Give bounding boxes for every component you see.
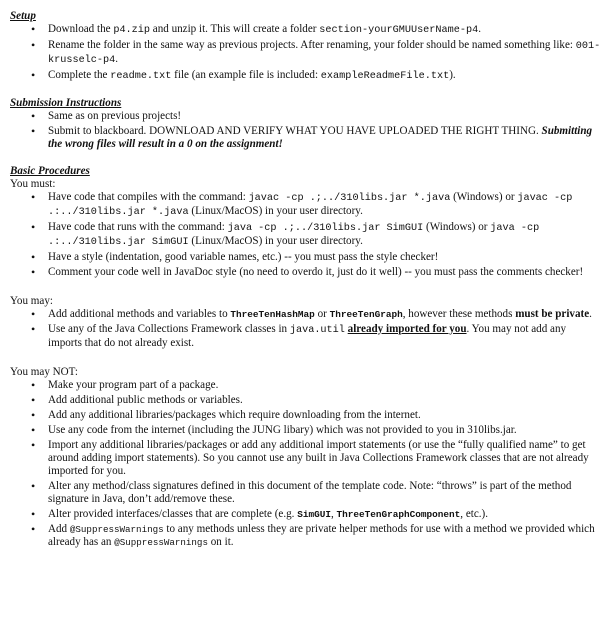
setup-heading: Setup (10, 10, 36, 22)
item-text: Add any additional libraries/packages which require downloading from the internet. (48, 409, 421, 421)
you-may-label: You may: (10, 295, 53, 307)
you-may-not-label: You may NOT: (10, 366, 78, 378)
item-text: Have code that runs with the command: (48, 221, 228, 233)
list-item (31, 423, 601, 437)
item-text: ). (449, 69, 456, 81)
item-text: or (314, 308, 330, 320)
item-text: to any methods unless they are private helper methods for use with a method we provided which already has an (48, 523, 595, 548)
list-item (31, 68, 601, 83)
setup-section (10, 10, 601, 83)
inline-code: SimGUI (297, 509, 331, 520)
item-text: Use any code from the internet (including the JUNG libary) which was not provided to you in 310libs.jar. (48, 424, 517, 436)
bullet-icon: • (31, 522, 36, 536)
emphasis-text: Submitting the wrong files will result in a 0 on the assignment! (48, 125, 593, 150)
inline-code: 001-krusselc-p4 (48, 41, 601, 66)
item-text: Add additional methods and variables to (48, 308, 231, 320)
inline-code: javac -cp .;../310libs.jar *.java (248, 193, 451, 204)
inline-code: java -cp .;../310libs.jar SimGUI (227, 223, 424, 234)
submission-section (10, 97, 601, 151)
inline-code: javac -cp .:../310libs.jar *.java (48, 193, 573, 218)
bullet-icon: • (31, 250, 36, 264)
inline-code: ThreeTenGraph (329, 309, 403, 320)
item-text: . (589, 308, 592, 320)
item-text: Add (48, 523, 70, 535)
item-text: Have a style (indentation, good variable names, etc.) -- you must pass the style checker! (48, 251, 439, 263)
item-text: , (330, 508, 337, 520)
bullet-icon: • (31, 393, 36, 407)
item-text: Complete the (48, 69, 111, 81)
list-item (31, 190, 601, 219)
item-text: and unzip it. This will create a folder (150, 23, 320, 35)
item-text: Use any of the Java Collections Framework classes in (48, 323, 290, 335)
item-text: . You may not add any imports that do not already exist. (48, 323, 567, 349)
inline-code: section-yourGMUUserName-p4 (319, 25, 479, 36)
list-item (31, 220, 601, 249)
bullet-icon: • (31, 378, 36, 392)
item-text: Add additional public methods or variables. (48, 394, 243, 406)
emphasis-text: must be private (515, 308, 590, 320)
bullet-icon: • (31, 190, 36, 204)
you-must-label: You must: (10, 178, 56, 190)
item-text: Alter any method/class signatures defined in this document of the template code. Note: “throws” is part of the method signature in Java, don’t add/remove these. (48, 480, 572, 505)
list-item (31, 38, 601, 67)
item-text: (Windows) or (423, 221, 491, 233)
list-item (31, 250, 601, 264)
item-text: file (an example file is included: (171, 69, 321, 81)
bullet-icon: • (31, 265, 36, 279)
item-text: Rename the folder in the same way as previous projects. After renaming, your folder should be named something like: (48, 39, 576, 51)
list-item (31, 438, 601, 478)
list-item (31, 479, 601, 506)
inline-code: ThreeTenHashMap (230, 309, 315, 320)
item-text: (Linux/MacOS) in your user directory. (188, 205, 363, 217)
bullet-icon: • (31, 38, 36, 52)
list-item (31, 378, 601, 392)
you-must-list (10, 191, 601, 279)
inline-code: @SuppressWarnings (114, 537, 208, 548)
bullet-icon: • (31, 220, 36, 234)
item-text: Have code that compiles with the command: (48, 191, 249, 203)
bullet-icon: • (31, 307, 36, 321)
list-item (31, 265, 601, 279)
submission-list (10, 110, 601, 151)
submission-heading: Submission Instructions (10, 97, 122, 109)
item-text: , however these methods (402, 308, 516, 320)
document-page (10, 10, 601, 563)
item-text: . (115, 53, 119, 65)
item-text: Alter provided interfaces/classes that are complete (e.g. (48, 508, 298, 520)
bullet-icon: • (31, 408, 36, 422)
item-text: , etc.). (460, 508, 489, 520)
inline-code: p4.zip (113, 25, 151, 36)
item-text: Comment your code well in JavaDoc style (no need to overdo it, just do it well) -- you must pass the comments checker! (48, 266, 584, 278)
bullet-icon: • (31, 68, 36, 82)
emphasis-text: already imported for you (347, 323, 467, 335)
list-item (31, 22, 601, 37)
list-item (31, 322, 601, 350)
item-text: Same as on previous projects! (48, 110, 182, 122)
bullet-icon: • (31, 22, 36, 36)
inline-code: java -cp .:../310libs.jar SimGUI (48, 223, 540, 248)
item-text: (Linux/MacOS) in your user directory. (188, 235, 363, 247)
list-item (31, 307, 601, 321)
bullet-icon: • (31, 479, 36, 493)
list-item (31, 408, 601, 422)
item-text: Submit to blackboard. DOWNLOAD AND VERIFY WHAT YOU HAVE UPLOADED THE RIGHT THING. (48, 125, 542, 137)
you-may-not-list (10, 379, 601, 549)
you-may-list (10, 308, 601, 350)
inline-code: readme.txt (110, 71, 172, 82)
basic-procedures-section (10, 165, 601, 549)
list-item (31, 393, 601, 407)
item-text: Download the (48, 23, 114, 35)
inline-code: java.util (289, 325, 345, 336)
list-item (31, 522, 601, 549)
inline-code: ThreeTenGraphComponent (336, 509, 461, 520)
list-item (31, 124, 601, 151)
list-item (31, 507, 601, 521)
item-text: (Windows) or (450, 191, 518, 203)
bullet-icon: • (31, 507, 36, 521)
item-text: . (478, 23, 481, 35)
bullet-icon: • (31, 438, 36, 452)
inline-code: @SuppressWarnings (69, 524, 164, 535)
setup-list (10, 23, 601, 83)
bullet-icon: • (31, 109, 36, 123)
inline-code: exampleReadmeFile.txt (320, 71, 450, 82)
list-item (31, 109, 601, 123)
bullet-icon: • (31, 423, 36, 437)
bullet-icon: • (31, 124, 36, 138)
bullet-icon: • (31, 322, 36, 336)
item-text: Import any additional libraries/packages or add any additional import statements (or use the “fully qualified name” to get around adding import statements). So you cannot use any built in Java Collections Framework classes that are not already imported for you. (48, 439, 589, 477)
item-text: Make your program part of a package. (48, 379, 219, 391)
basic-procedures-heading: Basic Procedures (10, 165, 90, 177)
item-text: on it. (207, 536, 234, 548)
